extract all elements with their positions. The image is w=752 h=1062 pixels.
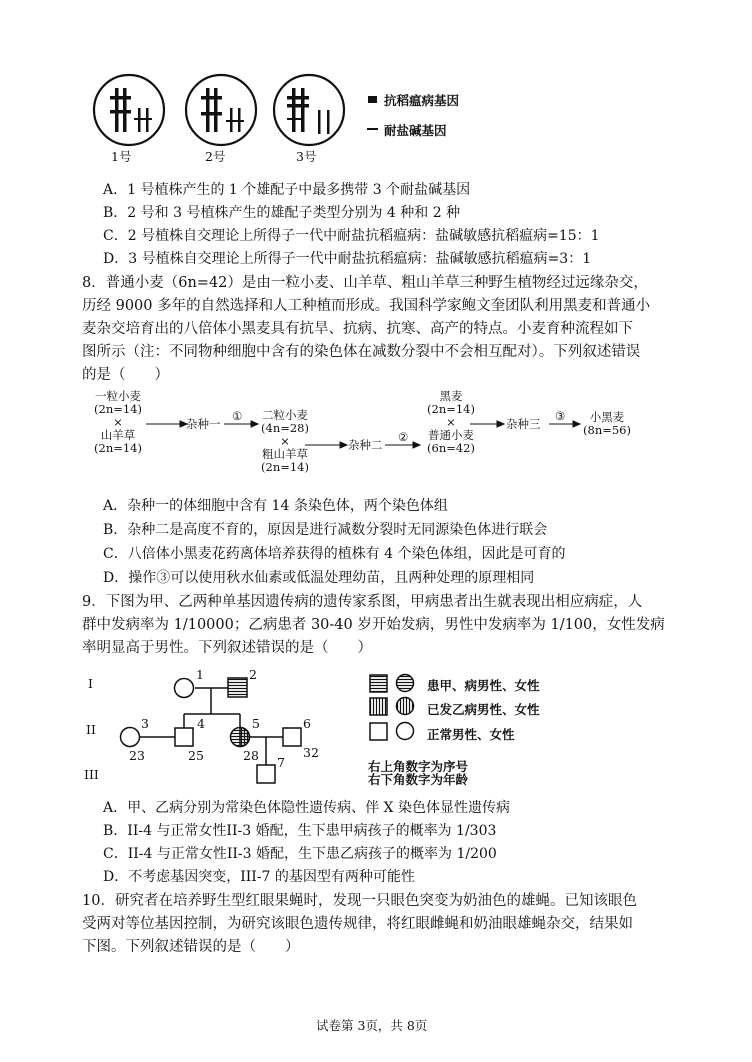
- pedigree-age-6: 32: [303, 745, 319, 760]
- legend-note-id: 右上角数字为序号: [368, 759, 469, 774]
- flow-step2: ②: [398, 430, 409, 444]
- q9-stem-line-1: 9．下图为甲、乙两种单基因遗传病的遗传家系图，甲病患者出生就表现出相应病症，人: [82, 594, 643, 610]
- flow-xiaoheimai: 小黑麦 (8n=56): [583, 410, 631, 437]
- q10-stem-line-1: 10．研究者在培养野生型红眼果蝇时，发现一只眼色突变为奶油色的雄蝇。已知该眼色: [82, 893, 637, 909]
- q7-option-a: A．1 号植株产生的 1 个雄配子中最多携带 3 个耐盐碱基因: [103, 182, 471, 198]
- cell-2: [186, 75, 256, 145]
- pedigree-id-5: 5: [252, 716, 260, 731]
- q9-option-b: B．II-4 与正常女性II-3 婚配，生下患甲病孩子的概率为 1/303: [103, 823, 497, 839]
- gen-label-II: II: [86, 722, 96, 737]
- pedigree-age-4: 25: [188, 748, 204, 763]
- q8-option-d: D．操作③可以使用秋水仙素或低温处理幼苗，且两种处理的原理相同: [103, 570, 535, 586]
- legend-normal: 正常男性、女性: [427, 727, 515, 742]
- page-footer: 试卷第 3页，共 8页: [316, 1018, 428, 1033]
- q9-stem-line-2: 群中发病率为 1/10000；乙病患者 30-40 岁开始发病，男性中发病率为 1/100，女性发病: [82, 617, 665, 633]
- q8-option-b: B．杂种二是高度不育的，原因是进行减数分裂时无同源染色体进行联会: [103, 522, 548, 538]
- pedigree-id-2: 2: [249, 667, 257, 682]
- q9-option-c: C．II-4 与正常女性II-3 婚配，生下患乙病孩子的概率为 1/200: [103, 846, 497, 862]
- q7-option-d: D．3 号植株自交理论上所得子一代中耐盐抗稻瘟病：盐碱敏感抗稻瘟病=3：1: [103, 251, 592, 267]
- q8-stem-line-4: 图所示（注：不同物种细胞中含有的染色体在减数分裂中不会相互配对）。下列叙述错误: [82, 344, 641, 360]
- pedigree-id-4: 4: [197, 716, 205, 731]
- legend-salt-tolerance: 耐盐碱基因: [384, 123, 447, 138]
- legend-disease-b: 已发乙病男性、女性: [427, 702, 540, 717]
- cell-label-2: 2号: [205, 149, 226, 164]
- q7-option-c: C．2 号植株自交理论上所得子一代中耐盐抗稻瘟病：盐碱敏感抗稻瘟病=15：1: [103, 228, 600, 244]
- q9-option-d: D．不考虑基因突变，III-7 的基因型有两种可能性: [103, 869, 415, 885]
- gen-label-III: III: [84, 767, 99, 782]
- flow-zaozhong3: 杂种三: [506, 417, 541, 431]
- q9-stem-line-3: 率明显高于男性。下列叙述错误的是（ ）: [82, 640, 372, 656]
- legend-disease-a: 患甲、病男性、女性: [427, 678, 540, 693]
- legend-disease-resistance: 抗稻瘟病基因: [384, 93, 460, 108]
- flow-step1: ①: [232, 409, 243, 423]
- gen-label-I: I: [88, 676, 93, 691]
- cell-label-3: 3号: [296, 149, 317, 164]
- q10-stem-line-2: 受两对等位基因控制，为研究该眼色遗传规律，将红眼雌蝇和奶油眼雄蝇杂交，结果如: [82, 916, 633, 932]
- q7-option-b: B．2 号和 3 号植株产生的雄配子类型分别为 4 种和 2 种: [103, 205, 461, 221]
- legend-note-age: 右下角数字为年龄: [368, 772, 469, 787]
- q8-stem-line-5: 的是（ ）: [82, 367, 169, 383]
- legend-thick-mark: [368, 96, 377, 103]
- pedigree-legend: [370, 675, 414, 741]
- flow-zaozhong2: 杂种二: [348, 438, 383, 452]
- q8-stem-line-3: 麦杂交培育出的八倍体小黑麦具有抗旱、抗病、抗寒、高产的特点。小麦育种流程如下: [82, 321, 633, 337]
- q10-stem-line-3: 下图。下列叙述错误的是（ ）: [82, 939, 300, 955]
- q8-stem-line-1: 8．普通小麦（6n=42）是由一粒小麦、山羊草、粗山羊草三种野生植物经过远缘杂交，: [82, 275, 648, 291]
- q8-option-a: A．杂种一的体细胞中含有 14 条染色体，两个染色体组: [103, 498, 448, 514]
- q8-option-c: C．八倍体小黑麦花药离体培养获得的植株有 4 个染色体组，因此是可育的: [103, 546, 566, 562]
- flow-zaozhong1: 杂种一: [186, 417, 221, 431]
- pedigree-id-1: 1: [196, 667, 204, 682]
- flow-yili: 一粒小麦 (2n=14) × 山羊草 (2n=14): [94, 389, 142, 455]
- pedigree-id-6: 6: [303, 716, 311, 731]
- cell-label-1: 1号: [111, 149, 132, 164]
- q9-option-a: A．甲、乙病分别为常染色体隐性遗传病、伴 X 染色体显性遗传病: [103, 800, 510, 816]
- pedigree-id-7: 7: [277, 755, 285, 770]
- pedigree-age-3: 23: [129, 748, 145, 763]
- pedigree-age-5: 28: [243, 748, 259, 763]
- cell-3: [274, 75, 344, 145]
- pedigree-id-3: 3: [141, 716, 149, 731]
- cell-1: [94, 75, 164, 145]
- q8-stem-line-2: 历经 9000 多年的自然选择和人工种植而形成。我国科学家鲍文奎团队利用黑麦和普通小: [82, 298, 651, 314]
- flow-erli: 二粒小麦 (4n=28) × 粗山羊草 (2n=14): [261, 408, 309, 474]
- flow-heimai: 黑麦 (2n=14) × 普通小麦 (6n=42): [427, 389, 475, 455]
- legend-thin-mark: [367, 128, 378, 130]
- flow-step3: ③: [555, 409, 566, 423]
